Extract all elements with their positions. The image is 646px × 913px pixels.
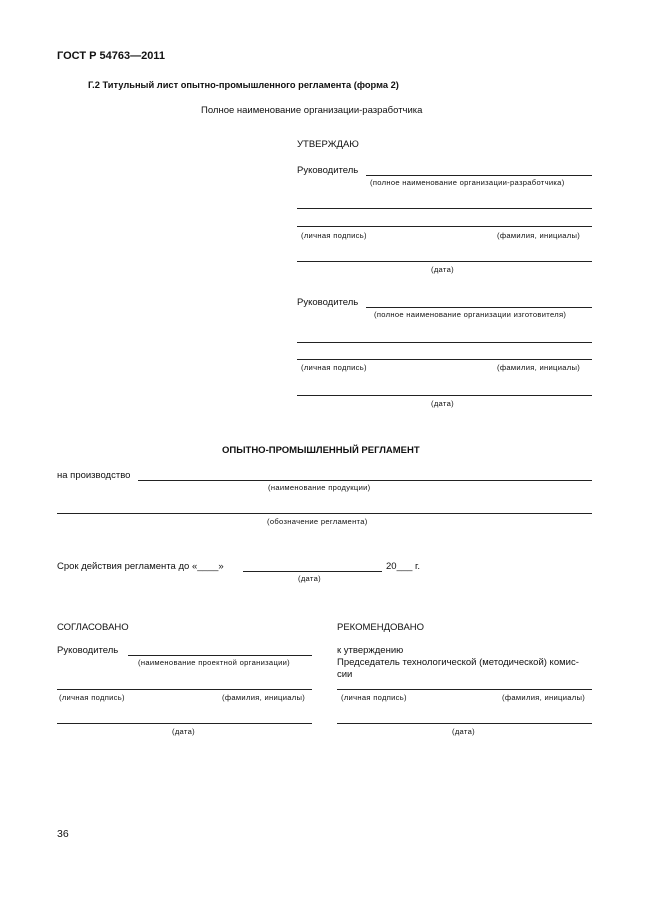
regulation-designation-caption: (обозначение регламента) [267,517,368,526]
recommended-line1: к утверждению [337,645,404,656]
recommended-title: РЕКОМЕНДОВАНО [337,622,425,633]
agreed-date-caption: (дата) [172,727,195,736]
agreed-org-line[interactable] [128,655,312,656]
recommended-date-caption: (дата) [452,727,475,736]
page-number: 36 [57,828,69,840]
regulation-designation-line[interactable] [57,513,592,514]
approve-head2-date-line[interactable] [297,395,592,396]
approve-head1-signature-line[interactable] [297,226,592,227]
agreed-head-label: Руководитель [57,645,119,656]
recommended-name-caption: (фамилия, инициалы) [502,693,586,702]
validity-year-label: 20___ г. [386,561,421,572]
approve-head2-sign-caption: (личная подпись) [301,363,367,372]
section-title: Г.2 Титульный лист опытно-промышленного регламента (форма 2) [88,80,399,90]
approve-head2-name-caption: (фамилия, инициалы) [497,363,581,372]
approve-head1-sign-caption: (личная подпись) [301,231,367,240]
approve-head2-date-caption: (дата) [431,399,454,408]
approve-head1-blank-line[interactable] [297,208,592,209]
recommended-line3: сии [337,669,353,680]
agreed-date-line[interactable] [57,723,312,724]
production-label: на производство [57,470,131,481]
regulation-title: ОПЫТНО-ПРОМЫШЛЕННЫЙ РЕГЛАМЕНТ [222,445,420,456]
approve-head2-label: Руководитель [297,297,359,308]
developer-org-heading: Полное наименование организации-разработчика [201,105,423,116]
product-name-caption: (наименование продукции) [268,483,371,492]
agreed-sign-caption: (личная подпись) [59,693,125,702]
approve-head1-name-caption: (фамилия, инициалы) [497,231,581,240]
validity-label: Срок действия регламента до «____» [57,561,224,572]
validity-date-caption: (дата) [298,574,321,583]
approve-head1-org-caption: (полное наименование организации-разработчика) [370,178,565,187]
approve-head2-signature-line[interactable] [297,359,592,360]
approve-head2-org-caption: (полное наименование организации изготовителя) [374,310,567,319]
agreed-name-caption: (фамилия, инициалы) [222,693,306,702]
approve-head2-org-line[interactable] [366,307,592,308]
approve-head1-date-caption: (дата) [431,265,454,274]
recommended-sign-caption: (личная подпись) [341,693,407,702]
approve-title: УТВЕРЖДАЮ [297,139,359,150]
product-name-line[interactable] [138,480,592,481]
validity-date-line[interactable] [243,571,382,572]
recommended-date-line[interactable] [337,723,592,724]
approve-head1-org-line[interactable] [366,175,592,176]
agreed-org-caption: (наименование проектной организации) [138,658,290,667]
agreed-title: СОГЛАСОВАНО [57,622,129,633]
approve-head1-label: Руководитель [297,165,359,176]
recommended-line2: Председатель технологической (методической) комис- [337,657,579,668]
approve-head1-date-line[interactable] [297,261,592,262]
approve-head2-blank-line[interactable] [297,342,592,343]
agreed-signature-line[interactable] [57,689,312,690]
document-standard-number: ГОСТ Р 54763—2011 [57,50,165,62]
recommended-signature-line[interactable] [337,689,592,690]
